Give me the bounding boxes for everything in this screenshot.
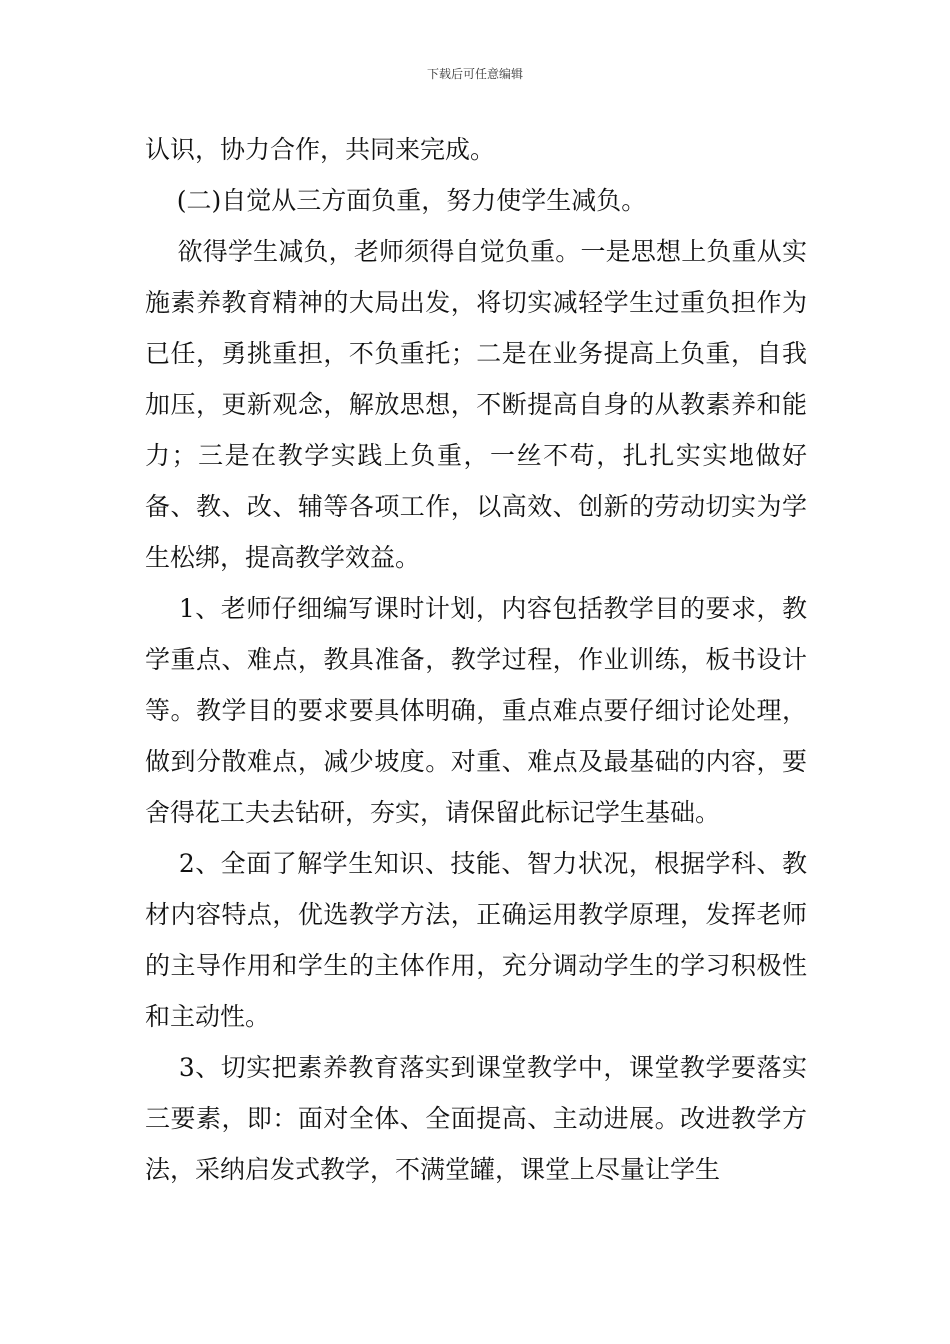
paragraph-item-2: 2、全面了解学生知识、技能、智力状况，根据学科、教材内容特点，优选教学方法，正确运用教学原理，发挥老师的主导作用和学生的主体作用，充分调动学生的学习积极性和主动性。 [145, 849, 807, 1031]
paragraph-teacher-burden: 欲得学生减负，老师须得自觉负重。一是思想上负重从实施素养教育精神的大局出发，将切实减轻学生过重负担作为已任，勇挑重担，不负重托；二是在业务提高上负重，自我加压，更新观念，解放思想，不断提高自身的从教素养和能力；三是在教学实践上负重，一丝不苟，扎扎实实地做好备、教、改、辅等各项工作，以高效、创新的劳动切实为学生松绑，提高教学效益。 [145, 237, 807, 572]
paragraph-continuation: 认识，协力合作，共同来完成。 [145, 135, 496, 164]
paragraph-section-heading: (二)自觉从三方面负重，努力使学生减负。 [145, 186, 647, 215]
page-header: 下载后可任意编辑 [426, 67, 523, 81]
paragraph-item-3: 3、切实把素养教育落实到课堂教学中，课堂教学要落实三要素，即：面对全体、全面提高、主动进展。改进教学方法，采纳启发式教学，不满堂罐，课堂上尽量让学生 [145, 1053, 807, 1184]
document-body [145, 124, 807, 1195]
paragraph-item-1: 1、老师仔细编写课时计划，内容包括教学目的要求，教学重点、难点，教具准备，教学过程，作业训练，板书设计等。教学目的要求要具体明确，重点难点要仔细讨论处理，做到分散难点，减少坡度。对重、难点及最基础的内容，要舍得花工夫去钻研，夯实，请保留此标记学生基础。 [145, 594, 807, 827]
